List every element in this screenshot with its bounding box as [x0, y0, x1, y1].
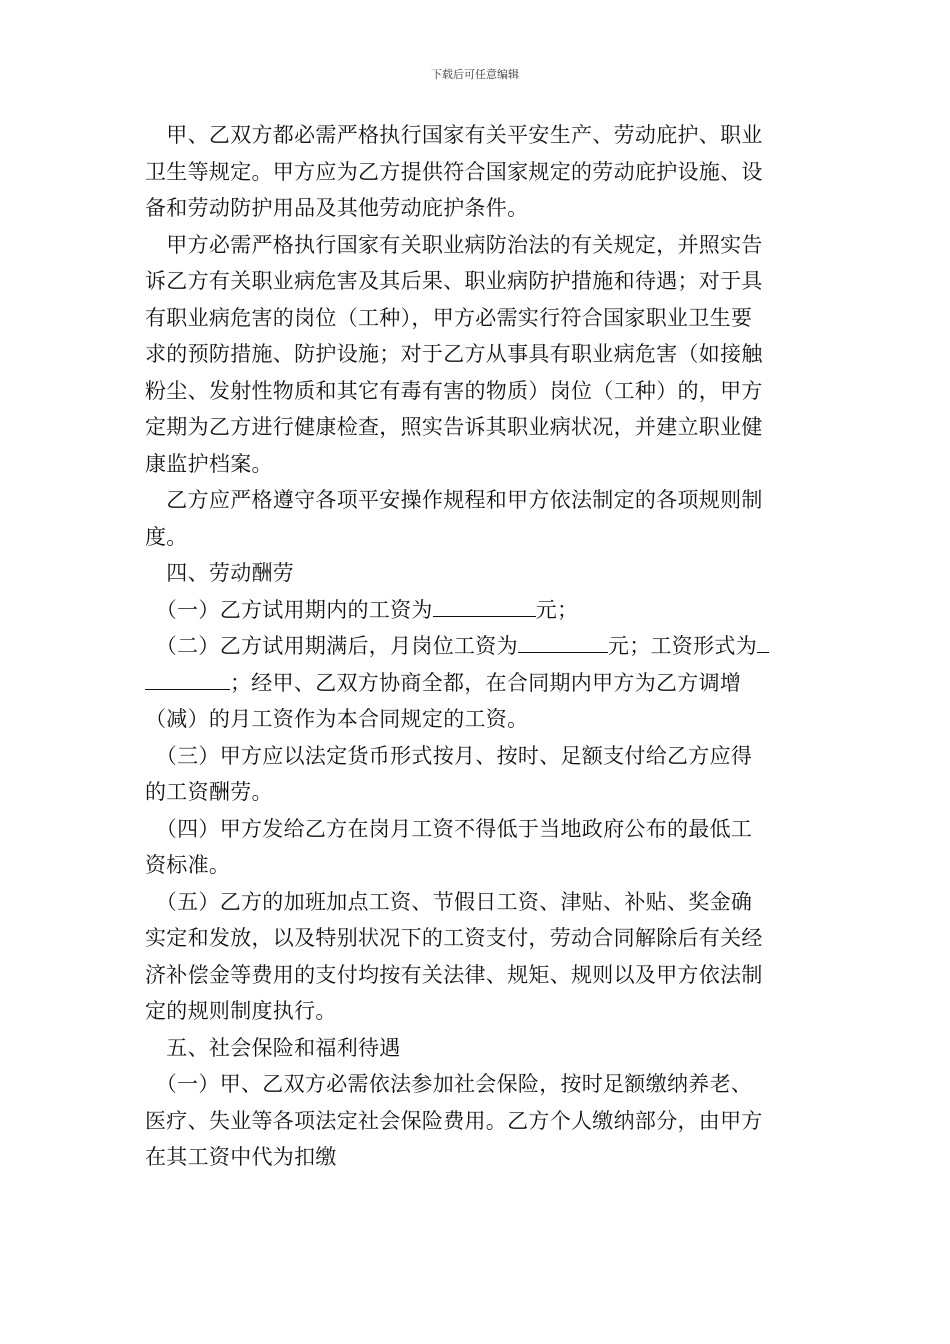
paragraph-occupational-disease	[145, 227, 807, 483]
paragraph-safety	[145, 117, 807, 227]
text-line: 济补偿金等费用的支付均按有关法律、规矩、规则以及甲方依法制	[145, 962, 763, 987]
document-body	[145, 117, 807, 1176]
blank-field-post-wage[interactable]	[518, 630, 608, 653]
text-line: 甲方必需严格执行国家有关职业病防治法的有关规定，并照实告	[145, 232, 763, 257]
text-line: 备和劳动防护用品及其他劳动庇护条件。	[145, 196, 529, 220]
text-line: （五）乙方的加班加点工资、节假日工资、津贴、补贴、奖金确	[145, 889, 753, 914]
text-line: 度。	[145, 524, 188, 549]
clause-minimum-wage	[145, 811, 807, 884]
text-line: 乙方应严格遵守各项平安操作规程和甲方依法制定的各项规则制	[145, 488, 763, 512]
blank-field-wage-form[interactable]	[757, 630, 769, 653]
blank-field-wage-form-cont[interactable]	[145, 667, 230, 690]
text-line: （四）甲方发给乙方在岗月工资不得低于当地政府公布的最低工	[145, 816, 753, 841]
text-line: 在其工资中代为扣缴	[145, 1145, 337, 1169]
text-line: 实定和发放，以及特别状况下的工资支付，劳动合同解除后有关经	[145, 926, 763, 950]
text-line: 粉尘、发射性物质和其它有毒有害的物质）岗位（工种）的，甲方	[145, 378, 763, 403]
blank-field-probation-wage[interactable]	[433, 594, 536, 617]
section-heading: 五、社会保险和福利待遇	[145, 1035, 401, 1060]
text-line: （二）乙方试用期满后，月岗位工资为 元；工资形式为	[145, 628, 807, 665]
clause-post-wage	[145, 628, 807, 738]
text-line: 定的规则制度执行。	[145, 999, 337, 1023]
text-line: 有职业病危害的岗位（工种），甲方必需实行符合国家职业卫生要	[145, 305, 753, 330]
text-line: （一）乙方试用期内的工资为 元；	[145, 592, 807, 629]
section-heading: 四、劳动酬劳	[145, 561, 295, 585]
text-line: 甲、乙双方都必需严格执行国家有关平安生产、劳动庇护、职业	[145, 123, 763, 147]
text-line: 的工资酬劳。	[145, 780, 273, 804]
text-line: （三）甲方应以法定货币形式按月、按时、足额支付给乙方应得	[145, 743, 753, 768]
text-line: 诉乙方有关职业病危害及其后果、职业病防护措施和待遇；对于具	[145, 269, 763, 293]
text-line: 资标准。	[145, 853, 231, 877]
page-header: 下载后可任意编辑	[431, 68, 519, 81]
text-line: （一）甲、乙双方必需依法参加社会保险，按时足额缴纳养老、	[145, 1072, 753, 1096]
clause-probation-wage	[145, 592, 807, 629]
clause-payment	[145, 738, 807, 811]
section-heading-insurance	[145, 1030, 807, 1067]
text-line: 康监护档案。	[145, 451, 273, 476]
text-line: 定期为乙方进行健康检查，照实告诉其职业病状况，并建立职业健	[145, 415, 763, 439]
clause-social-insurance	[145, 1066, 807, 1176]
clause-overtime	[145, 884, 807, 1030]
text-line: 卫生等规定。甲方应为乙方提供符合国家规定的劳动庇护设施、设	[145, 159, 763, 184]
text-line: 医疗、失业等各项法定社会保险费用。乙方个人缴纳部分，由甲方	[145, 1108, 763, 1133]
text-line: ；经甲、乙双方协商全都，在合同期内甲方为乙方调增	[145, 665, 807, 702]
text-line: （减）的月工资作为本合同规定的工资。	[145, 707, 529, 731]
paragraph-operating-rules	[145, 482, 807, 555]
text-line: 求的预防措施、防护设施；对于乙方从事具有职业病危害（如接触	[145, 342, 763, 366]
section-heading-remuneration	[145, 555, 807, 592]
